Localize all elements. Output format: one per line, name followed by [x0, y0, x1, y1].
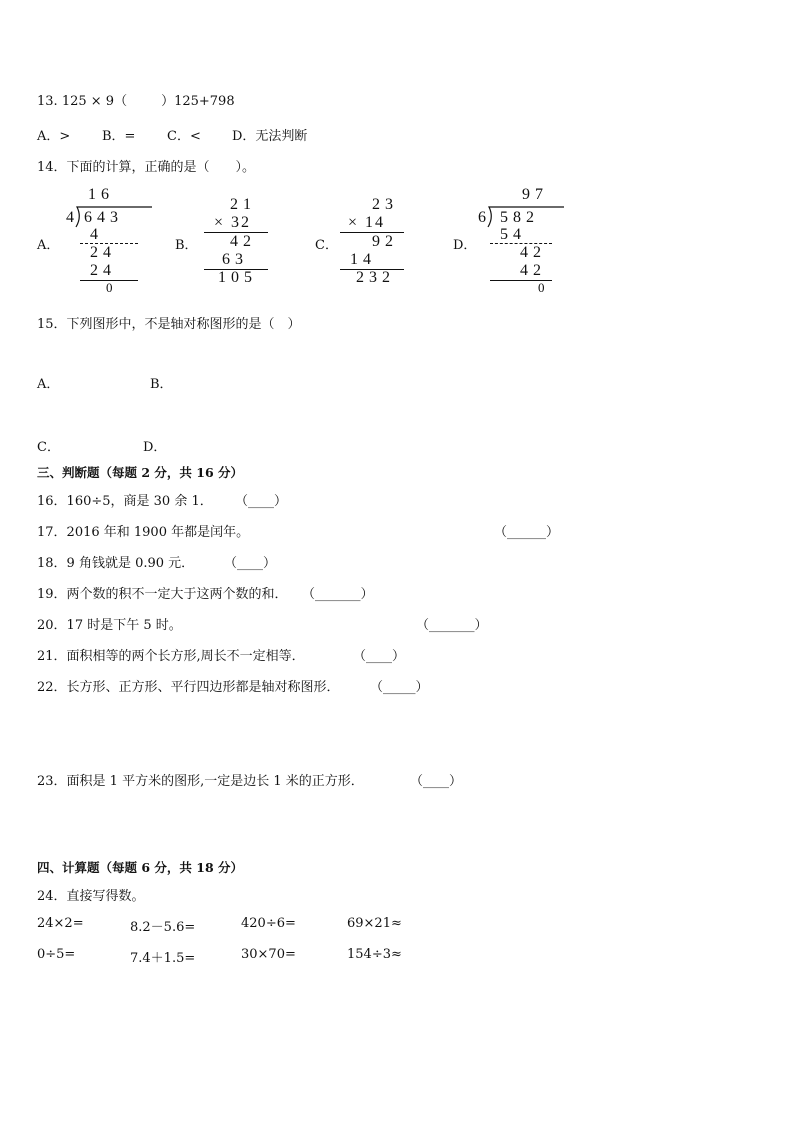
- section-4-heading: 四、计算题（每题 6 分，共 18 分）: [37, 860, 244, 875]
- q19-answer-blank[interactable]: （_______）: [302, 587, 374, 602]
- q18-text: 18．9 角钱就是 0.90 元．: [37, 556, 195, 571]
- q21-text: 21．面积相等的两个长方形,周长不一定相等．: [37, 649, 305, 664]
- q16-text: 16．160÷5，商是 30 余 1．: [37, 494, 213, 509]
- partial-1: 42: [230, 233, 256, 250]
- q24-item: 154÷3≈: [347, 947, 402, 962]
- q15-option-a[interactable]: A．: [37, 377, 60, 392]
- q16-answer-blank[interactable]: （____）: [235, 494, 288, 509]
- q17-text: 17．2016 年和 1900 年都是闰年。: [37, 525, 250, 540]
- q24-item: 30×70=: [241, 947, 296, 962]
- q15-option-c[interactable]: C．: [37, 440, 60, 455]
- q24-item: 0÷5=: [37, 947, 76, 962]
- q14-option-a-calc: [62, 186, 152, 296]
- multiplier: × 14: [348, 214, 386, 231]
- remainder: 0: [538, 280, 550, 295]
- q13-expression: [37, 90, 235, 109]
- q22-answer-blank[interactable]: （_____）: [370, 680, 429, 695]
- step-2: 24: [90, 244, 116, 261]
- q24-item: 24×2=: [37, 916, 84, 931]
- q20-text: 20．17 时是下午 5 时。: [37, 618, 182, 633]
- q13-option-c[interactable]: C．<: [167, 129, 201, 144]
- product: 105: [218, 269, 257, 286]
- quotient: 97: [522, 186, 548, 203]
- q17-answer-blank[interactable]: （______）: [494, 525, 560, 540]
- divisor: 4: [66, 209, 74, 226]
- q24-stem: 24．直接写得数。: [37, 889, 145, 904]
- q14-option-c-label[interactable]: C．: [315, 238, 338, 253]
- dividend: 582: [500, 209, 539, 226]
- q19-text: 19．两个数的积不一定大于这两个数的和．: [37, 587, 288, 602]
- q14-option-c-calc: [338, 196, 418, 291]
- q15-stem: 15．下列图形中，不是轴对称图形的是（ ）: [37, 317, 301, 332]
- divisor: 6: [478, 209, 486, 226]
- multiplier: × 32: [214, 214, 252, 231]
- q15-option-d[interactable]: D．: [143, 440, 167, 455]
- step-3: 42: [520, 262, 546, 279]
- q13-left: 125 × 9（: [61, 94, 128, 109]
- q13-option-d[interactable]: D．无法判断: [232, 129, 308, 144]
- remainder: 0: [106, 280, 118, 295]
- q14-stem: 14．下面的计算，正确的是（ ）。: [37, 160, 256, 175]
- quotient: 16: [88, 186, 114, 203]
- q14-option-d-calc: [476, 186, 566, 298]
- q14-option-a-label[interactable]: A．: [37, 238, 60, 253]
- q13-option-b[interactable]: B．=: [102, 129, 136, 144]
- dividend: 643: [84, 209, 123, 226]
- partial-2: 14: [350, 251, 376, 268]
- q24-item: 69×21≈: [347, 916, 402, 931]
- partial-1: 92: [372, 233, 398, 250]
- q24-item: 420÷6=: [241, 916, 296, 931]
- q24-item: 7.4＋1.5=: [130, 951, 196, 966]
- q20-answer-blank[interactable]: （_______）: [416, 618, 488, 633]
- step-1: 54: [500, 226, 526, 243]
- step-2: 42: [520, 244, 546, 261]
- q21-answer-blank[interactable]: （____）: [353, 649, 406, 664]
- step-1: 4: [90, 226, 103, 243]
- q15-option-b[interactable]: B．: [150, 377, 173, 392]
- q13-option-a[interactable]: A．>: [37, 129, 71, 144]
- q13-right: ）125+798: [161, 94, 235, 109]
- section-3-heading: 三、判断题（每题 2 分，共 16 分）: [37, 465, 244, 480]
- multiplicand: 23: [372, 196, 398, 213]
- step-3: 24: [90, 262, 116, 279]
- multiplicand: 21: [230, 196, 256, 213]
- q24-item: 8.2－5.6=: [130, 920, 196, 935]
- partial-2: 63: [222, 251, 248, 268]
- q18-answer-blank[interactable]: （____）: [224, 556, 277, 571]
- q14-option-b-calc: [200, 196, 280, 291]
- q23-answer-blank[interactable]: （____）: [410, 774, 463, 789]
- q14-option-b-label[interactable]: B．: [175, 238, 198, 253]
- q22-text: 22．长方形、正方形、平行四边形都是轴对称图形．: [37, 680, 340, 695]
- q14-option-d-label[interactable]: D．: [453, 238, 477, 253]
- product: 232: [356, 269, 395, 286]
- q23-text: 23．面积是 1 平方米的图形,一定是边长 1 米的正方形．: [37, 774, 364, 789]
- q13-number: 13.: [37, 94, 58, 109]
